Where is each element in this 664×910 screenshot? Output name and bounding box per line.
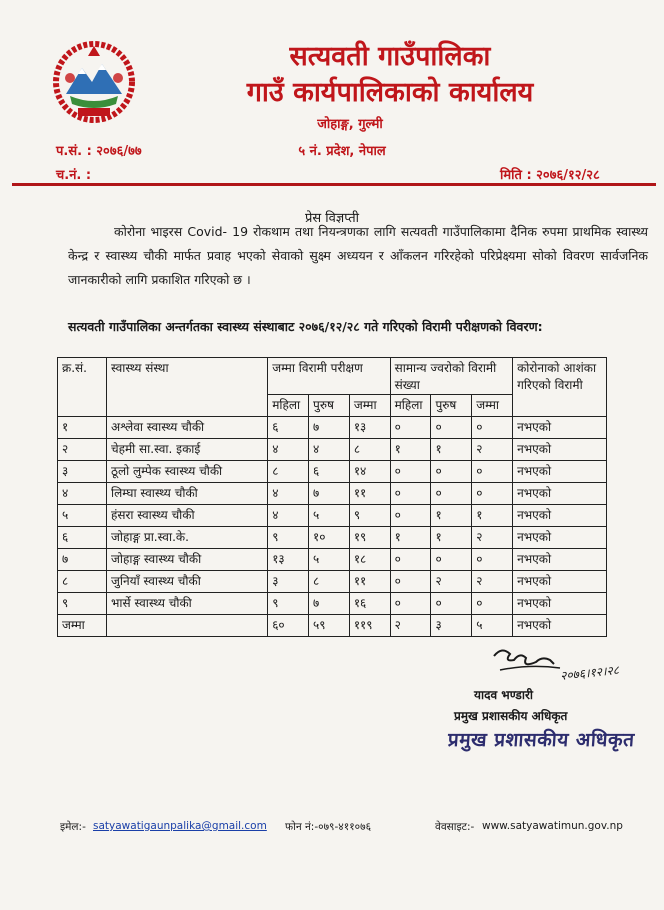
reference-number: प.सं. : २०७६/७७: [56, 144, 142, 159]
cell-female: ८: [268, 461, 309, 483]
cell-female: ३: [268, 571, 309, 593]
cell-total: ८: [349, 439, 390, 461]
cell-fever-male: ०: [431, 483, 472, 505]
cell-female: ६०: [268, 615, 309, 637]
cell-fever-female: ०: [390, 483, 431, 505]
cell-total: १९: [349, 527, 390, 549]
cell-fever-female: ०: [390, 505, 431, 527]
cell-male: ८: [309, 571, 350, 593]
nepal-emblem-logo: [48, 34, 140, 126]
patient-report-table: [57, 357, 607, 637]
cell-suspected: नभएको: [513, 461, 607, 483]
press-release-body: कोरोना भाइरस Covid- 19 रोकथाम तथा नियन्त्रणका लागि सत्यवती गाउँपालिकामा दैनिक रुपमा प्राथमिक स्वास्थ्य केन्द्र र स्वास्थ्य चौकी मार्फत प्रवाह भएको सेवाको सुक्ष्म अध्ययन र आँकलन गरिरहेको परिप्रेक्ष्यमा सोको विवरण सार्वजनिक जानकारीको लागि प्रकाशित गरिएको छ ।: [68, 224, 648, 287]
cell-female: ४: [268, 439, 309, 461]
cell-institution: जोहाङ्ग स्वास्थ्य चौकी: [106, 549, 267, 571]
header-fever-female: महिला: [390, 395, 431, 417]
cell-female: ९: [268, 593, 309, 615]
table-row: [58, 549, 607, 571]
cell-fever-male: १: [431, 527, 472, 549]
header-fever-patients: सामान्य ज्वरोको विरामी संख्या: [390, 358, 512, 395]
cell-suspected: नभएको: [513, 615, 607, 637]
cell-fever-male: १: [431, 439, 472, 461]
cell-female: १३: [268, 549, 309, 571]
cell-fever-male: ०: [431, 417, 472, 439]
cell-female: ४: [268, 505, 309, 527]
table-row: [58, 417, 607, 439]
header-institution: स्वास्थ्य संस्था: [106, 358, 267, 417]
cell-fever-male: ०: [431, 549, 472, 571]
cell-sn: ८: [58, 571, 107, 593]
cell-fever-total: १: [472, 505, 513, 527]
cell-fever-total: ०: [472, 483, 513, 505]
signature-date: २०७६।१२।२८: [559, 662, 620, 684]
cell-male: १०: [309, 527, 350, 549]
cell-suspected: नभएको: [513, 417, 607, 439]
cell-male: ५: [309, 505, 350, 527]
email-label: इमेल:-: [60, 821, 86, 833]
cell-fever-male: १: [431, 505, 472, 527]
cell-institution: हंसरा स्वास्थ्य चौकी: [106, 505, 267, 527]
cell-suspected: नभएको: [513, 571, 607, 593]
cell-male: ४: [309, 439, 350, 461]
cell-suspected: नभएको: [513, 593, 607, 615]
cell-fever-male: ०: [431, 593, 472, 615]
signer-title: प्रमुख प्रशासकीय अधिकृत: [454, 709, 568, 723]
table-row: [58, 571, 607, 593]
cell-total: ११: [349, 571, 390, 593]
cell-total: ९: [349, 505, 390, 527]
letter-date: मिति : २०७६/१२/२८: [500, 168, 600, 183]
cell-total: १८: [349, 549, 390, 571]
dispatch-number: च.नं. :: [56, 168, 92, 183]
cell-sn: २: [58, 439, 107, 461]
cell-sn: ९: [58, 593, 107, 615]
cell-sn: ५: [58, 505, 107, 527]
cell-total: ११९: [349, 615, 390, 637]
cell-suspected: नभएको: [513, 439, 607, 461]
table-heading: सत्यवती गाउँपालिका अन्तर्गतका स्वास्थ्य संस्थाबाट २०७६/१२/२८ गते गरिएको विरामी परीक्षणको विवरण:: [68, 319, 543, 334]
cell-fever-female: ०: [390, 417, 431, 439]
table-total-row: [58, 615, 607, 637]
table-row: [58, 439, 607, 461]
cell-suspected: नभएको: [513, 527, 607, 549]
cell-fever-total: ०: [472, 417, 513, 439]
header-divider: [12, 183, 656, 186]
table-header-row: [58, 358, 607, 395]
header-total-examined: जम्मा विरामी परीक्षण: [268, 358, 390, 395]
cell-institution: चेहमी सा.स्वा. इकाई: [106, 439, 267, 461]
cell-fever-female: २: [390, 615, 431, 637]
cell-institution: भार्से स्वास्थ्य चौकी: [106, 593, 267, 615]
cell-fever-female: ०: [390, 549, 431, 571]
header-fever-total: जम्मा: [472, 395, 513, 417]
cell-fever-female: ०: [390, 461, 431, 483]
cell-sn: जम्मा: [58, 615, 107, 637]
cell-suspected: नभएको: [513, 505, 607, 527]
cell-sn: १: [58, 417, 107, 439]
email-link[interactable]: satyawatigaunpalika@gmail.com: [93, 820, 267, 832]
cell-male: ७: [309, 417, 350, 439]
header-fever-male: पुरुष: [431, 395, 472, 417]
table-row: [58, 593, 607, 615]
cell-fever-total: ०: [472, 549, 513, 571]
website-link[interactable]: www.satyawatimun.gov.np: [482, 820, 623, 832]
stamp-title: प्रमुख प्रशासकीय अधिकृत: [447, 729, 636, 751]
cell-fever-total: २: [472, 571, 513, 593]
cell-fever-female: ०: [390, 571, 431, 593]
cell-suspected: नभएको: [513, 483, 607, 505]
cell-fever-female: ०: [390, 593, 431, 615]
cell-institution: ठूलो लुम्पेक स्वास्थ्य चौकी: [106, 461, 267, 483]
press-release-title: प्रेस विज्ञप्ती: [304, 211, 360, 226]
signer-name: यादव भण्डारी: [474, 688, 533, 702]
table-body: [58, 417, 607, 637]
cell-sn: ३: [58, 461, 107, 483]
cell-total: १३: [349, 417, 390, 439]
cell-sn: ४: [58, 483, 107, 505]
cell-male: ७: [309, 593, 350, 615]
cell-male: ७: [309, 483, 350, 505]
cell-female: ९: [268, 527, 309, 549]
cell-sn: ६: [58, 527, 107, 549]
cell-institution: अश्लेवा स्वास्थ्य चौकी: [106, 417, 267, 439]
office-location: जोहाङ्ग, गुल्मी: [317, 117, 383, 132]
cell-total: ११: [349, 483, 390, 505]
header-suspected: कोरोनाको आशंका गरिएको विरामी: [513, 358, 607, 417]
cell-institution: जुनियाँ स्वास्थ्य चौकी: [106, 571, 267, 593]
cell-total: १६: [349, 593, 390, 615]
header-female: महिला: [268, 395, 309, 417]
cell-suspected: नभएको: [513, 549, 607, 571]
header-male: पुरुष: [309, 395, 350, 417]
cell-institution: [106, 615, 267, 637]
table-row: [58, 461, 607, 483]
table-row: [58, 483, 607, 505]
cell-fever-total: २: [472, 439, 513, 461]
cell-male: ५९: [309, 615, 350, 637]
office-name: गाउँ कार्यपालिकाको कार्यालय: [246, 77, 534, 108]
cell-sn: ७: [58, 549, 107, 571]
cell-fever-female: १: [390, 439, 431, 461]
cell-institution: लिम्घा स्वास्थ्य चौकी: [106, 483, 267, 505]
cell-male: ५: [309, 549, 350, 571]
cell-fever-male: २: [431, 571, 472, 593]
header-sn: क्र.सं.: [58, 358, 107, 417]
cell-fever-total: ५: [472, 615, 513, 637]
table-row: [58, 505, 607, 527]
cell-fever-total: ०: [472, 593, 513, 615]
cell-institution: जोहाङ्ग प्रा.स्वा.के.: [106, 527, 267, 549]
cell-fever-male: ०: [431, 461, 472, 483]
header-total: जम्मा: [349, 395, 390, 417]
province: ५ नं. प्रदेश, नेपाल: [298, 144, 386, 159]
cell-fever-total: २: [472, 527, 513, 549]
website-label: वेवसाइट:-: [435, 821, 475, 833]
cell-female: ६: [268, 417, 309, 439]
cell-fever-male: ३: [431, 615, 472, 637]
cell-fever-female: १: [390, 527, 431, 549]
cell-male: ६: [309, 461, 350, 483]
table-row: [58, 527, 607, 549]
org-name: सत्यवती गाउँपालिका: [289, 41, 491, 72]
cell-female: ४: [268, 483, 309, 505]
phone-number: फोन नं:-०७९-४११०७६: [285, 821, 372, 833]
cell-total: १४: [349, 461, 390, 483]
cell-fever-total: ०: [472, 461, 513, 483]
